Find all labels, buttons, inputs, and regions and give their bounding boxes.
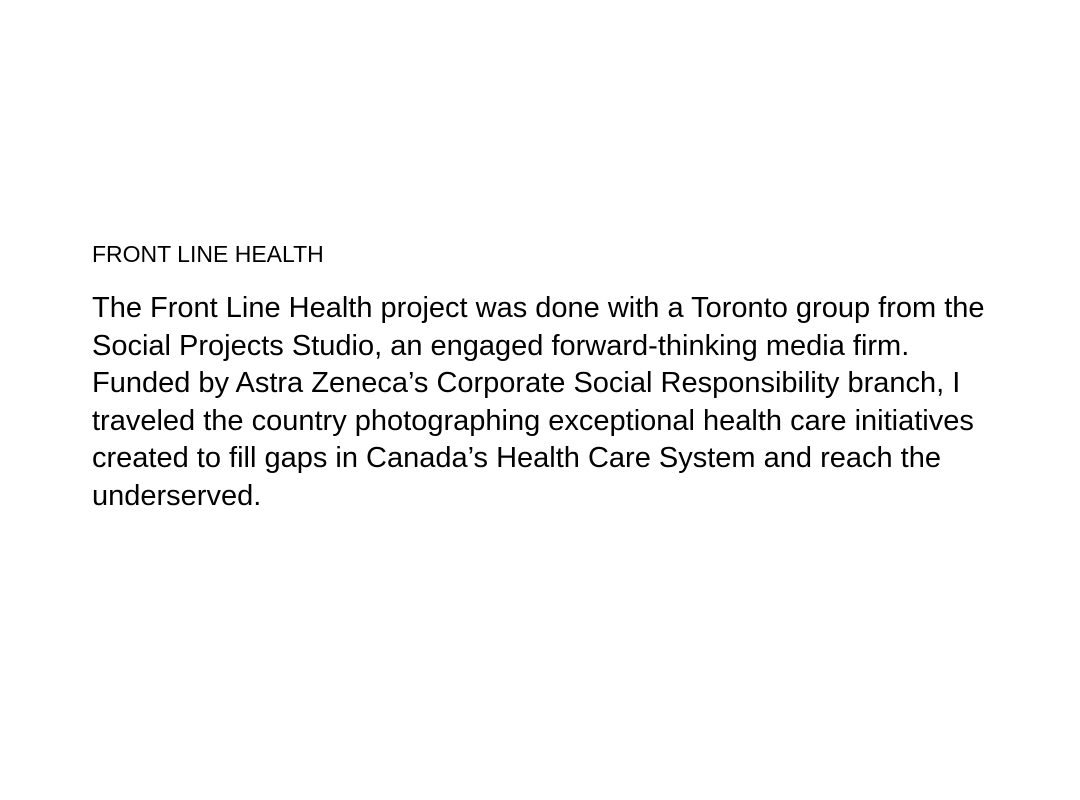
project-content xyxy=(92,240,992,515)
project-description: The Front Line Health project was done with a Toronto group from the Social Projects Studio, an engaged forward-thinking media firm. Funded by Astra Zeneca’s Corporate Social Responsibility branch, I traveled the country photographing exceptional health care initiatives created to fill gaps in Canada’s Health Care System and reach the underserved. xyxy=(92,292,985,512)
project-title: FRONT LINE HEALTH xyxy=(92,241,324,267)
